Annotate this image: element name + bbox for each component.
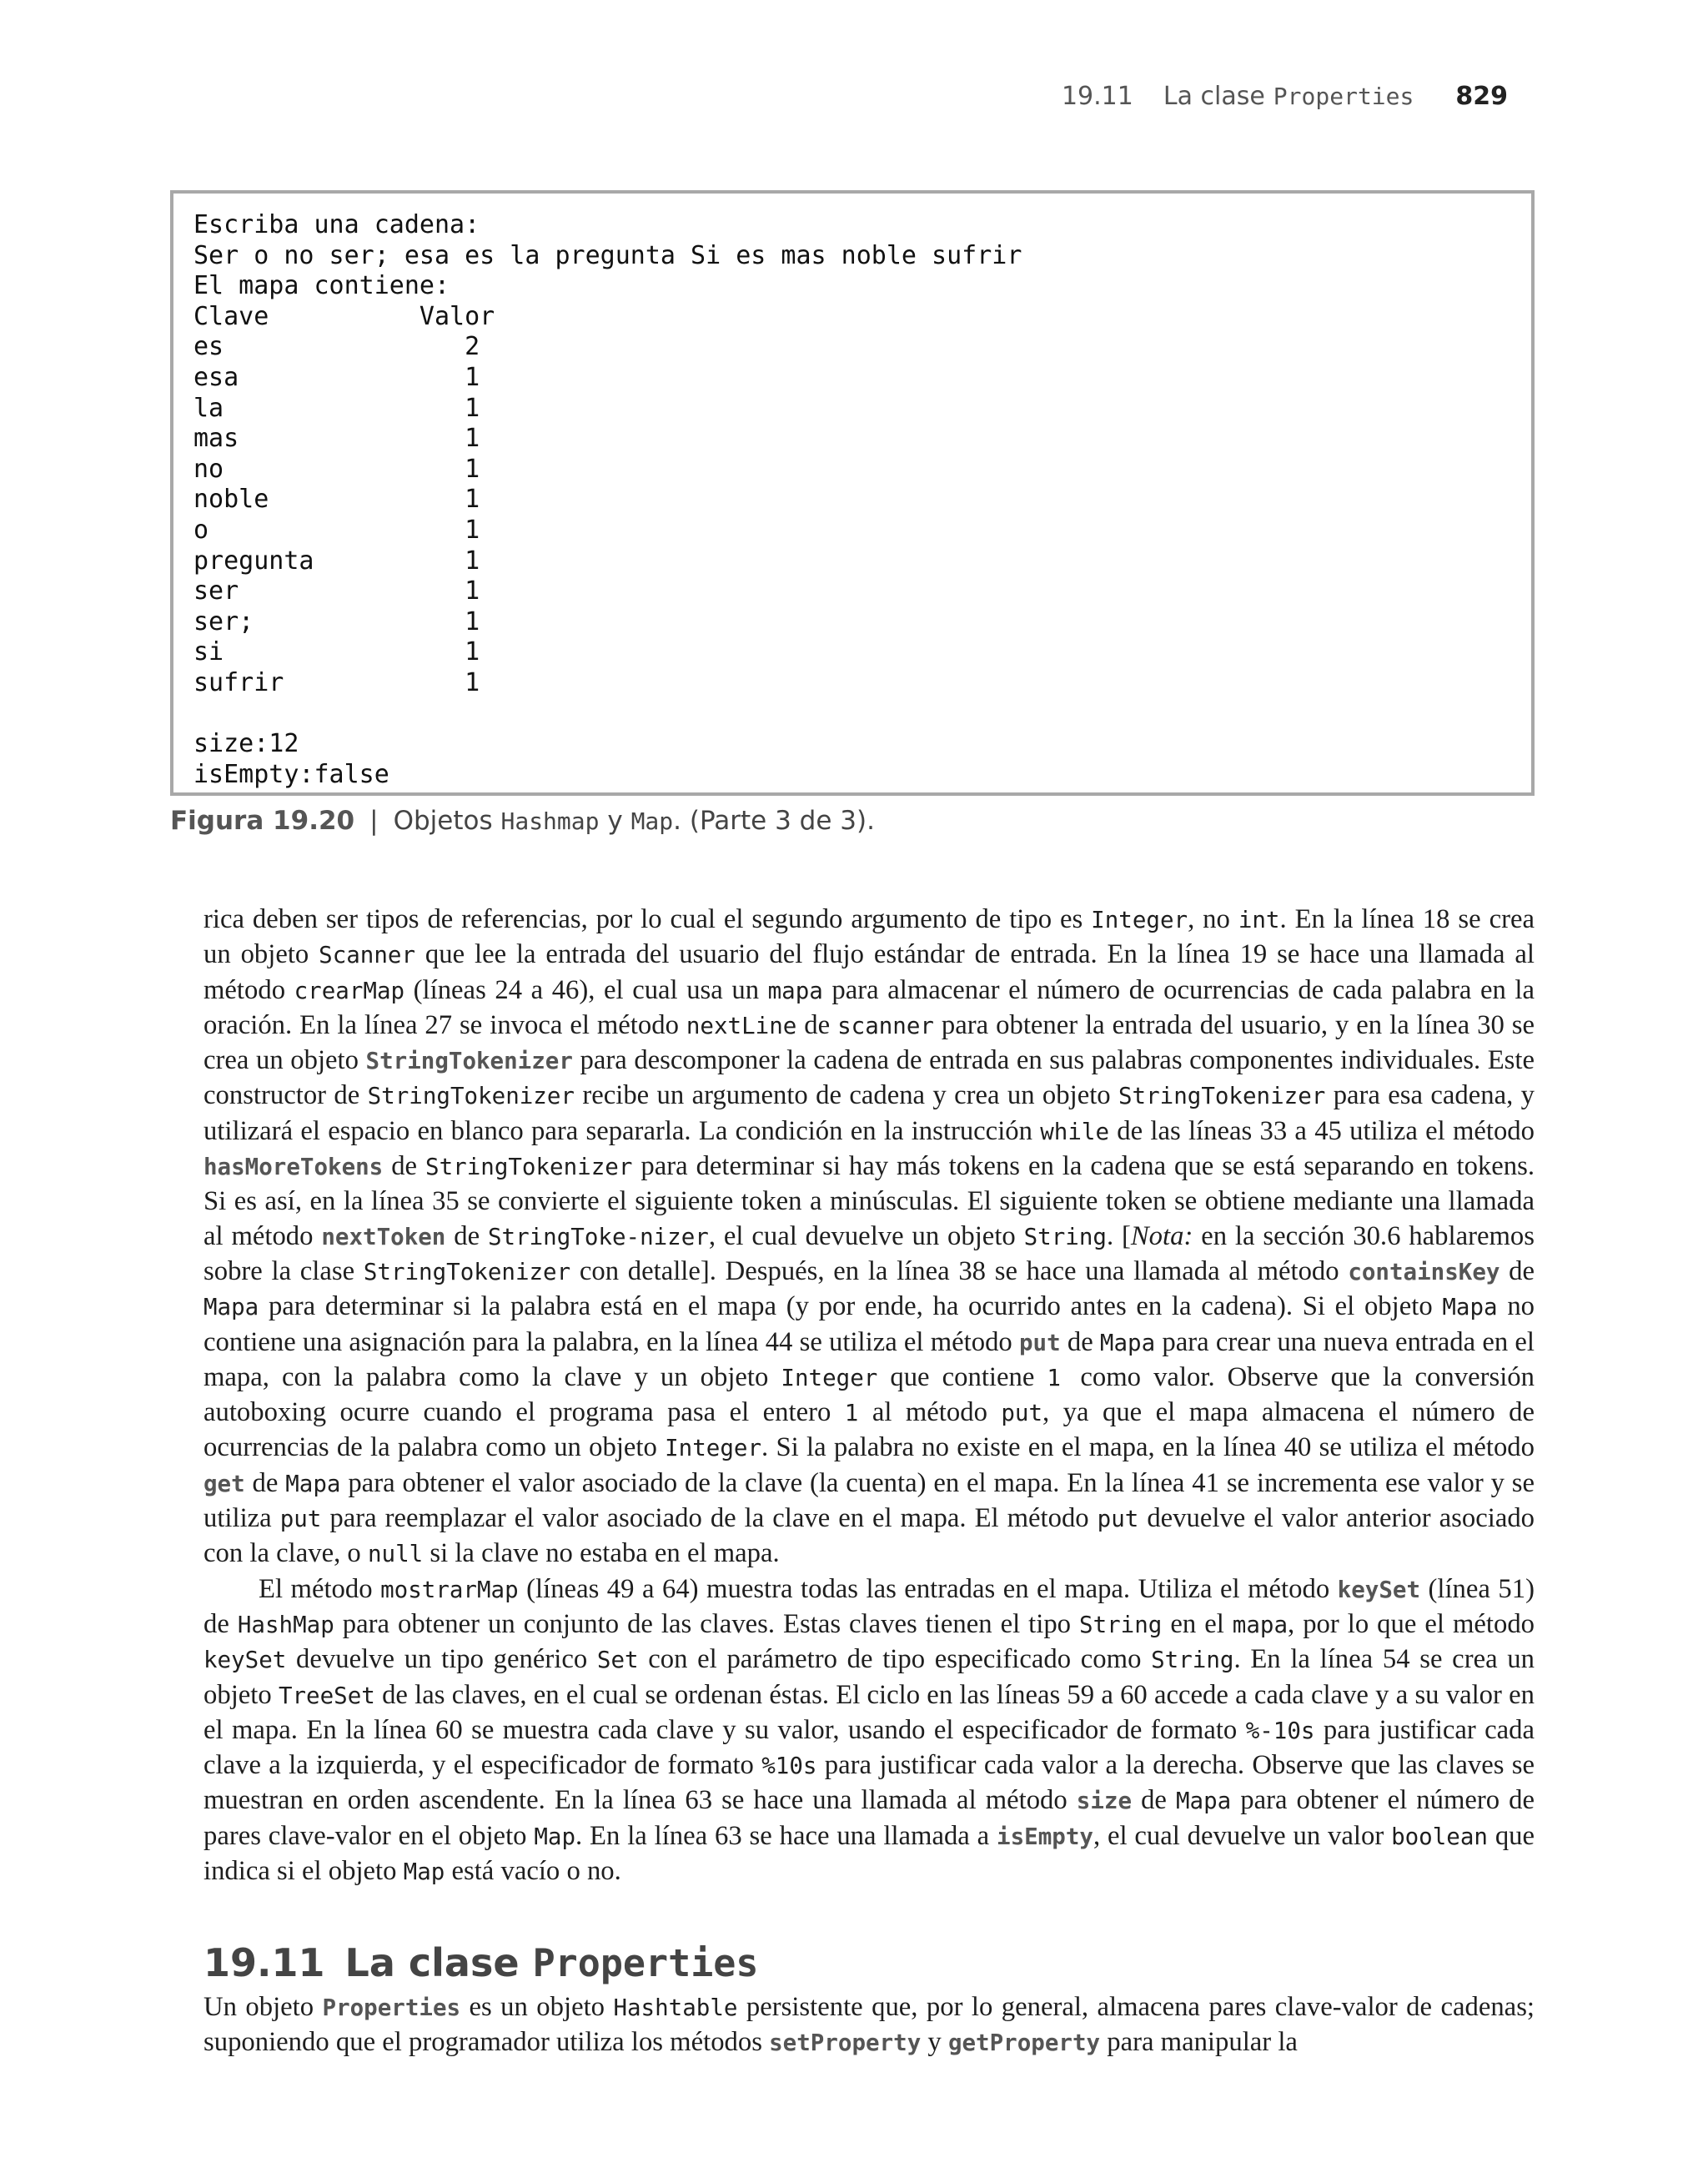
inline-code: Integer — [1091, 907, 1188, 933]
inline-code: while — [1040, 1118, 1110, 1145]
section-heading — [203, 1940, 759, 1985]
inline-code: Scanner — [319, 942, 416, 969]
output-line: ser 1 — [193, 576, 480, 606]
text-run: . En la línea 18 se crea un objeto — [203, 904, 1535, 970]
text-run: para manipular la — [1100, 2027, 1298, 2058]
text-run: , por lo que el método — [1288, 1608, 1535, 1639]
inline-code-bold: nextToken — [321, 1223, 446, 1250]
text-run: (líneas 24 a 46), el cual usa un — [404, 974, 768, 1005]
text-run: , ya que el mapa almacena el número de ocurrencias de la palabra como un objeto — [203, 1397, 1535, 1463]
inline-code-bold: keySet — [1337, 1576, 1421, 1603]
section-body — [203, 1990, 1535, 2061]
inline-code: Mapa — [1099, 1329, 1156, 1356]
text-run: . En la línea 54 se crea un objeto — [203, 1644, 1535, 1710]
text-run: no contiene una asignación para la palabra, en la línea 44 se utiliza el método — [203, 1291, 1535, 1357]
text-run: como valor. Observe que la conversión autoboxing ocurre cuando el programa pasa el entero — [203, 1361, 1535, 1428]
text-run: Un objeto — [203, 1992, 323, 2022]
program-output-text — [193, 210, 1022, 790]
text-run: con el parámetro de tipo especificado como — [638, 1644, 1152, 1675]
output-line: noble 1 — [193, 485, 480, 515]
output-line: es 2 — [193, 332, 480, 362]
text-run: para obtener el número de pares clave-valor en el objeto — [203, 1785, 1535, 1851]
text-run: para determinar si la palabra está en el mapa (y por ende, ha ocurrido antes en la cadena). Si el objeto — [259, 1291, 1443, 1322]
inline-code: StringTokenizer — [1118, 1083, 1326, 1110]
section-title: La clase — [344, 1940, 520, 1985]
text-run: es un objeto — [460, 1992, 614, 2022]
inline-code: %-10s — [1245, 1717, 1315, 1744]
caption-separator: | — [369, 806, 379, 836]
output-line: si 1 — [193, 637, 480, 667]
italic-note: Nota: — [1130, 1220, 1193, 1251]
running-head-title: La clase — [1163, 82, 1265, 111]
text-run: y — [921, 2027, 948, 2058]
text-run: de — [1132, 1785, 1176, 1816]
inline-code: StringTokenizer — [425, 1154, 633, 1181]
inline-code: crearMap — [294, 977, 405, 1004]
output-line: ser; 1 — [193, 606, 480, 636]
text-run: para almacenar el número de ocurrencias de cada palabra en la oración. En la línea 27 se invoca el método — [203, 974, 1535, 1040]
text-run: , el cual devuelve un valor — [1093, 1820, 1392, 1851]
output-line: El mapa contiene: — [193, 271, 450, 301]
text-run: , el cual devuelve un objeto — [708, 1220, 1024, 1251]
text-run: de las líneas 33 a 45 utiliza el método — [1109, 1115, 1535, 1146]
text-run: para justificar cada valor a la derecha. Observe que las claves se muestran en orden ascendente. En la línea 63 se hace una llamada al método — [203, 1750, 1535, 1816]
text-run: que indica si el objeto — [203, 1820, 1535, 1887]
text-run: para descomponer la cadena de entrada en sus palabras componentes individuales. Este constructor de — [203, 1045, 1535, 1111]
text-run: , no — [1188, 904, 1238, 934]
inline-code-bold: size — [1076, 1788, 1133, 1815]
text-run: para determinar si hay más tokens en la cadena que se está separando en tokens. Si es así, en la línea 35 se convierte el siguiente token a minúsculas. El siguiente token se obtiene mediante una llamada al método — [203, 1151, 1535, 1251]
caption-text-3: . (Parte 3 de 3). — [673, 806, 875, 836]
text-run: para obtener un conjunto de las claves. Estas claves tienen el tipo — [334, 1608, 1080, 1639]
inline-code: nextLine — [686, 1012, 797, 1039]
text-run: para esa cadena, y utilizará el espacio en blanco para separarla. La condición en la instrucción — [203, 1080, 1535, 1146]
text-run: para reemplazar el valor asociado de la clave en el mapa. El método — [321, 1503, 1098, 1534]
inline-code: Map — [534, 1823, 576, 1850]
inline-code-bold: get — [203, 1470, 245, 1497]
text-run: para obtener la entrada del usuario, y en la línea 30 se crea un objeto — [203, 1009, 1535, 1076]
inline-code: Mapa — [1175, 1788, 1232, 1815]
inline-code-bold: StringTokenizer — [365, 1048, 573, 1075]
output-line: Escriba una cadena: — [193, 210, 480, 239]
inline-code: String — [1023, 1223, 1107, 1250]
inline-code-bold: hasMoreTokens — [203, 1154, 384, 1181]
caption-code-2: Map — [630, 807, 674, 835]
text-run: (líneas 49 a 64) muestra todas las entradas en el mapa. Utiliza el método — [518, 1573, 1338, 1604]
inline-code: Mapa — [285, 1470, 341, 1497]
output-line: la 1 — [193, 393, 480, 423]
inline-code-bold: containsKey — [1348, 1258, 1500, 1285]
text-run: rica deben ser tipos de referencias, por lo cual el segundo argumento de tipo es — [203, 904, 1092, 934]
output-line: pregunta 1 — [193, 546, 480, 576]
figure-label: Figura 19.20 — [170, 806, 355, 836]
inline-code: keySet — [203, 1647, 287, 1674]
output-line: esa 1 — [193, 362, 480, 392]
text-run: de — [1060, 1326, 1100, 1357]
text-run: de — [796, 1009, 838, 1040]
paragraph-1 — [203, 903, 1535, 1572]
text-run: para justificar cada clave a la izquierda, y el especificador de formato — [203, 1714, 1535, 1781]
paragraph-3 — [203, 1990, 1535, 2061]
inline-code: mapa — [767, 977, 823, 1004]
output-line: no 1 — [193, 454, 480, 484]
output-line: Clave Valor — [193, 301, 495, 331]
text-run: . En la línea 63 se hace una llamada a — [575, 1820, 997, 1851]
body-paragraphs — [203, 903, 1535, 1889]
inline-code: Integer — [665, 1435, 762, 1462]
text-run: de las claves, en el cual se ordenan éstas. El ciclo en las líneas 59 a 60 accede a cada clave y a su valor en el mapa. En la línea 60 se muestra cada clave y su valor, usando el especificador de formato — [203, 1679, 1535, 1745]
inline-code-bold: setProperty — [769, 2030, 922, 2057]
figure-caption — [170, 806, 875, 836]
inline-code: Set — [596, 1647, 639, 1674]
inline-code: put — [1001, 1400, 1043, 1427]
inline-code: 1 — [844, 1400, 859, 1427]
inline-code: int — [1238, 907, 1280, 933]
text-run: persistente que, por lo general, almacena pares clave-valor de cadenas; suponiendo que el programador utiliza los métodos — [203, 1992, 1535, 2058]
inline-code: mostrarMap — [380, 1576, 519, 1603]
section-number: 19.11 — [203, 1940, 325, 1985]
section-title-code: Properties — [532, 1941, 759, 1985]
text-run: devuelve el valor anterior asociado con la clave, o — [203, 1503, 1535, 1569]
inline-code: TreeSet — [278, 1682, 375, 1709]
inline-code: Hashtable — [613, 1994, 738, 2021]
inline-code: null — [367, 1541, 424, 1568]
text-run: para obtener el valor asociado de la clave (la cuenta) en el mapa. En la línea 41 se incrementa ese valor y se utiliza — [203, 1467, 1535, 1534]
inline-code: String — [1151, 1647, 1234, 1674]
text-run: que contiene — [877, 1361, 1047, 1392]
inline-code: Mapa — [203, 1294, 259, 1321]
text-run: . Si la palabra no existe en el mapa, en la línea 40 se utiliza el método — [761, 1432, 1535, 1463]
inline-code: %10s — [761, 1753, 817, 1780]
inline-code: StringTokenizer — [367, 1083, 575, 1110]
caption-text-2: y — [607, 806, 623, 836]
inline-code-bold: getProperty — [947, 2030, 1101, 2057]
program-output-box — [170, 190, 1535, 796]
text-run: que lee la entrada del usuario del flujo estándar de entrada. En la línea 19 se hace una llamada al método — [203, 939, 1535, 1005]
text-run: en el — [1162, 1608, 1233, 1639]
text-run: está vacío o no. — [445, 1856, 621, 1887]
inline-code-bold: isEmpty — [997, 1823, 1093, 1850]
text-run: con detalle]. Después, en la línea 38 se hace una llamada al método — [570, 1255, 1349, 1286]
inline-code-bold: put — [1018, 1329, 1061, 1356]
output-line: sufrir 1 — [193, 667, 480, 697]
inline-code: mapa — [1232, 1611, 1289, 1638]
inline-code: put — [279, 1506, 322, 1533]
output-line: o 1 — [193, 515, 480, 545]
inline-code: Map — [403, 1859, 445, 1886]
inline-code: HashMap — [237, 1611, 334, 1638]
inline-code: StringTokenizer — [363, 1258, 571, 1285]
text-run: . [ — [1106, 1220, 1131, 1251]
text-run: en la sección 30.6 hablaremos sobre la clase — [203, 1220, 1535, 1286]
inline-code: 1 — [1047, 1364, 1081, 1391]
running-head-title-code: Properties — [1273, 83, 1414, 110]
output-line: isEmpty:false — [193, 759, 389, 789]
text-run: de — [1500, 1255, 1535, 1286]
text-run: de — [445, 1220, 488, 1251]
running-head — [1062, 82, 1508, 111]
inline-code: String — [1079, 1611, 1163, 1638]
inline-code: put — [1097, 1506, 1139, 1533]
inline-code: StringToke-nizer — [487, 1223, 709, 1250]
text-run: si la clave no estaba en el mapa. — [423, 1538, 780, 1569]
text-run: al método — [858, 1397, 1002, 1428]
output-line: size:12 — [193, 729, 299, 759]
output-line: mas 1 — [193, 424, 480, 454]
text-run: de — [383, 1151, 426, 1182]
text-run: recibe un argumento de cadena y crea un objeto — [574, 1080, 1118, 1111]
paragraph-2 — [203, 1572, 1535, 1890]
caption-text-1: Objetos — [393, 806, 493, 836]
inline-code: scanner — [837, 1012, 934, 1039]
running-head-section-number: 19.11 — [1061, 82, 1133, 111]
inline-code: boolean — [1391, 1823, 1488, 1850]
output-line: Ser o no ser; esa es la pregunta Si es mas noble sufrir — [193, 240, 1022, 270]
page-number: 829 — [1455, 82, 1508, 111]
inline-code: Mapa — [1442, 1294, 1498, 1321]
inline-code: Integer — [781, 1364, 878, 1391]
inline-code-bold: Properties — [322, 1994, 461, 2021]
text-run: para crear una nueva entrada en el mapa, con la palabra como la clave y un objeto — [203, 1326, 1535, 1392]
caption-code-1: Hashmap — [500, 807, 600, 835]
text-run: de — [244, 1467, 286, 1498]
text-run: devuelve un tipo genérico — [286, 1644, 597, 1675]
text-run: El método — [259, 1573, 381, 1604]
text-run: (línea 51) de — [203, 1573, 1535, 1639]
